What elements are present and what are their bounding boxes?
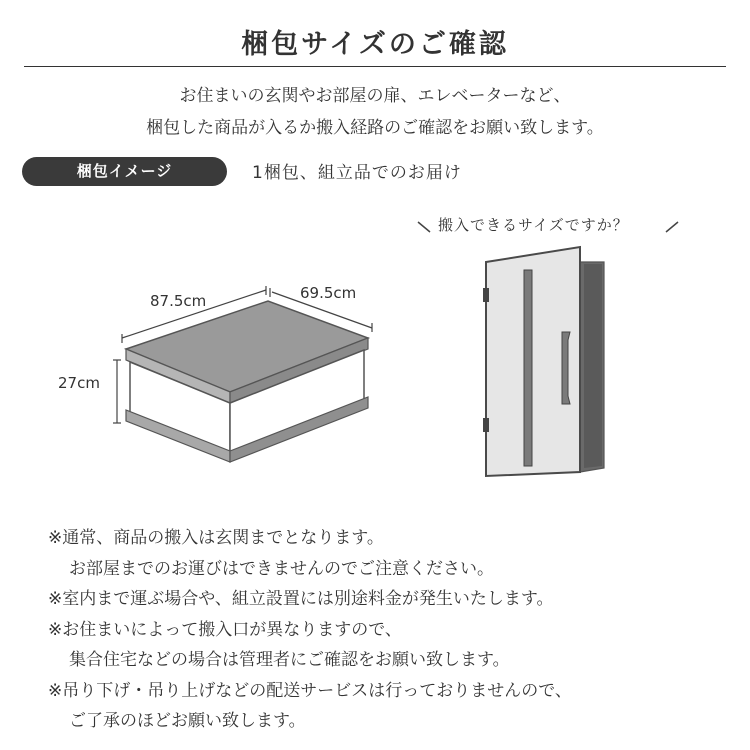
package-box-illustration — [0, 200, 750, 500]
intro-text — [0, 80, 750, 144]
width-dimension-label: 87.5cm — [150, 292, 207, 310]
note-line: 集合住宅などの場合は管理者にご確認をお願い致します。 — [69, 650, 510, 670]
note-line: ※吊り下げ・吊り上げなどの配送サービスは行っておりませんので、 — [48, 680, 572, 701]
title-divider — [24, 66, 726, 67]
package-description: 1梱包、組立品でのお届け — [252, 163, 462, 183]
door-icon — [483, 247, 604, 476]
intro-line: お住まいの玄関やお部屋の扉、エレベーターなど、 — [179, 86, 571, 106]
package-image-badge: 梱包イメージ — [22, 157, 227, 186]
note-line: ※通常、商品の搬入は玄関までとなります。 — [48, 528, 384, 548]
height-dimension-label: 27cm — [58, 374, 100, 392]
note-line: ※室内まで運ぶ場合や、組立設置には別途料金が発生いたします。 — [48, 589, 554, 609]
note-line: ご了承のほどお願い致します。 — [69, 711, 306, 731]
depth-dimension-label: 69.5cm — [300, 284, 357, 302]
note-line: お部屋までのお運びはできませんのでご注意ください。 — [69, 558, 494, 579]
door-question: 搬入できるサイズですか？ — [438, 216, 629, 234]
note-line: ※お住まいによって搬入口が異なりますので、 — [48, 619, 402, 640]
notes-list — [48, 523, 572, 737]
page-title: 梱包サイズのご確認 — [241, 29, 509, 60]
intro-line: 梱包した商品が入るか搬入経路のご確認をお願い致します。 — [146, 118, 604, 138]
